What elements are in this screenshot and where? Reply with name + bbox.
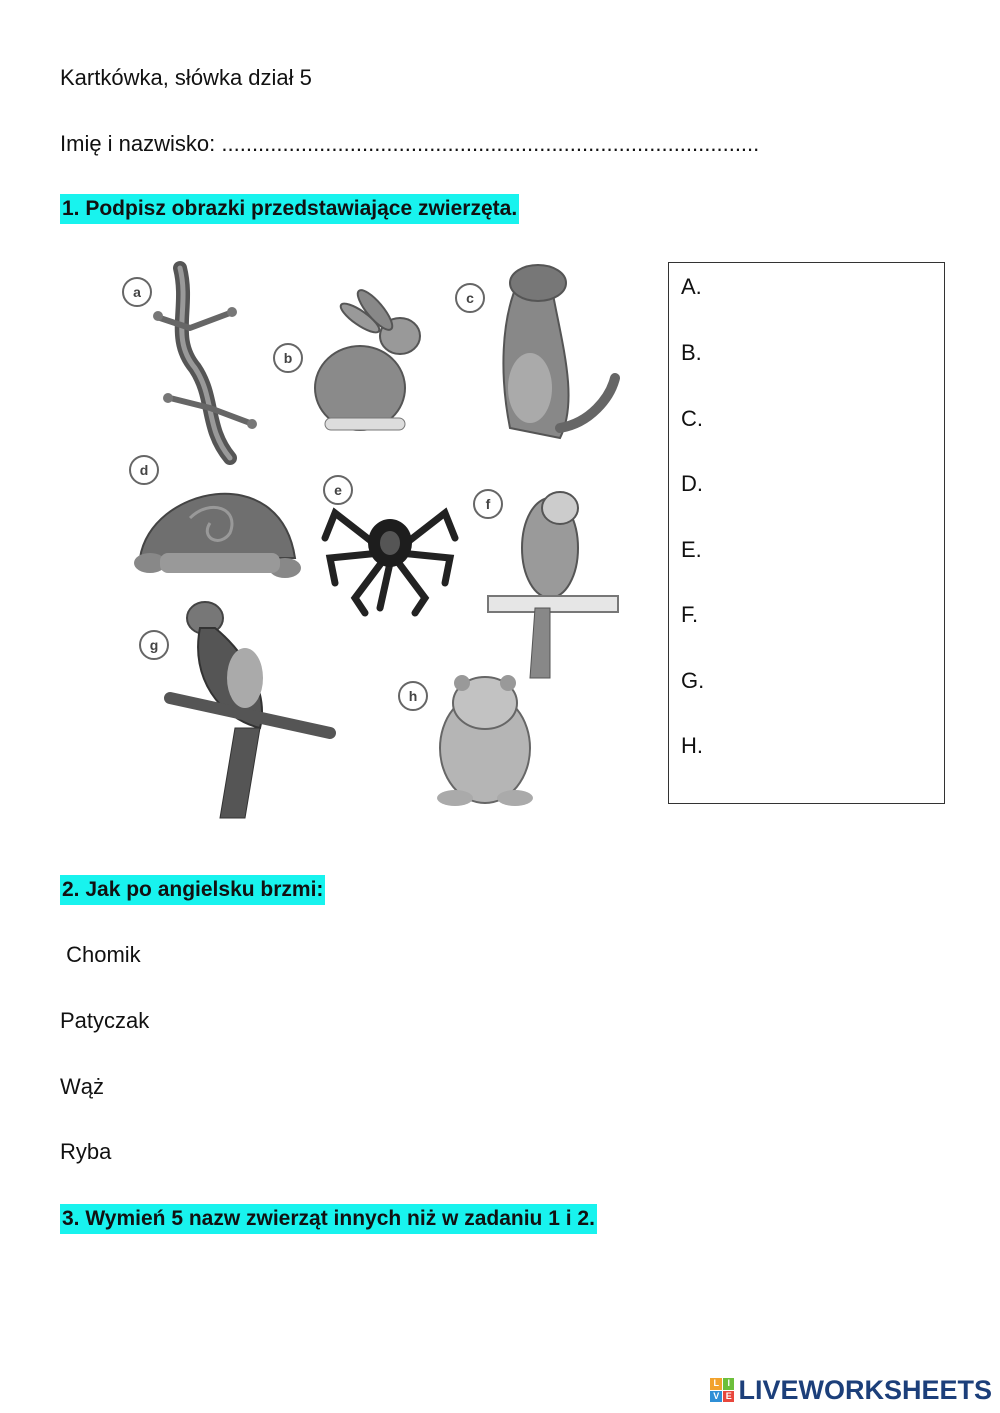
logo-letter-i: I [723,1378,735,1390]
lizard-picture [123,268,257,458]
logo-icon [710,1378,734,1402]
word-waz: Wąż [60,1074,104,1099]
picture-letter-f: f [485,496,491,512]
hamster-picture [399,675,533,806]
picture-letter-e: e [334,482,342,498]
answer-label-d: D. [681,471,703,496]
picture-letter-d: d [139,462,149,478]
liveworksheets-logo [710,1375,992,1405]
picture-letter-a: a [133,284,141,300]
task1-heading: 1. Podpisz obrazki przedstawiające zwierzęta. [60,194,519,224]
picture-letter-b: b [283,350,293,366]
picture-letter-h: h [408,688,418,704]
answer-box [668,262,945,804]
logo-letter-e: E [723,1391,735,1403]
answer-label-b: B. [681,340,702,365]
tortoise-picture [130,456,301,578]
answer-label-a: A. [681,274,702,299]
macaw-picture [140,602,330,818]
budgie-picture [474,490,618,678]
worksheet-title: Kartkówka, słówka dział 5 [60,65,312,90]
task3-heading: 3. Wymień 5 nazw zwierząt innych niż w zadaniu 1 i 2. [60,1204,597,1234]
task2-heading: 2. Jak po angielsku brzmi: [60,875,325,905]
word-patyczak: Patyczak [60,1008,150,1033]
answer-label-g: G. [681,668,705,693]
logo-letter-l: L [710,1378,722,1390]
answer-label-f: F. [681,602,699,627]
logo-letter-v: V [710,1391,722,1403]
animals-picture [110,258,640,833]
word-ryba: Ryba [60,1139,112,1164]
rabbit-picture [274,286,420,430]
answer-label-c: C. [681,406,703,431]
ferret-picture [456,265,615,438]
picture-letter-c: c [466,290,474,306]
logo-text: LIVEWORKSHEETS [738,1374,992,1405]
answer-label-e: E. [681,537,702,562]
word-chomik: Chomik [60,942,141,967]
name-field-label: Imię i nazwisko: ........................................................................................ [60,131,760,156]
spider-picture [324,476,455,613]
answer-label-h: H. [681,733,703,758]
picture-letter-g: g [149,637,159,653]
